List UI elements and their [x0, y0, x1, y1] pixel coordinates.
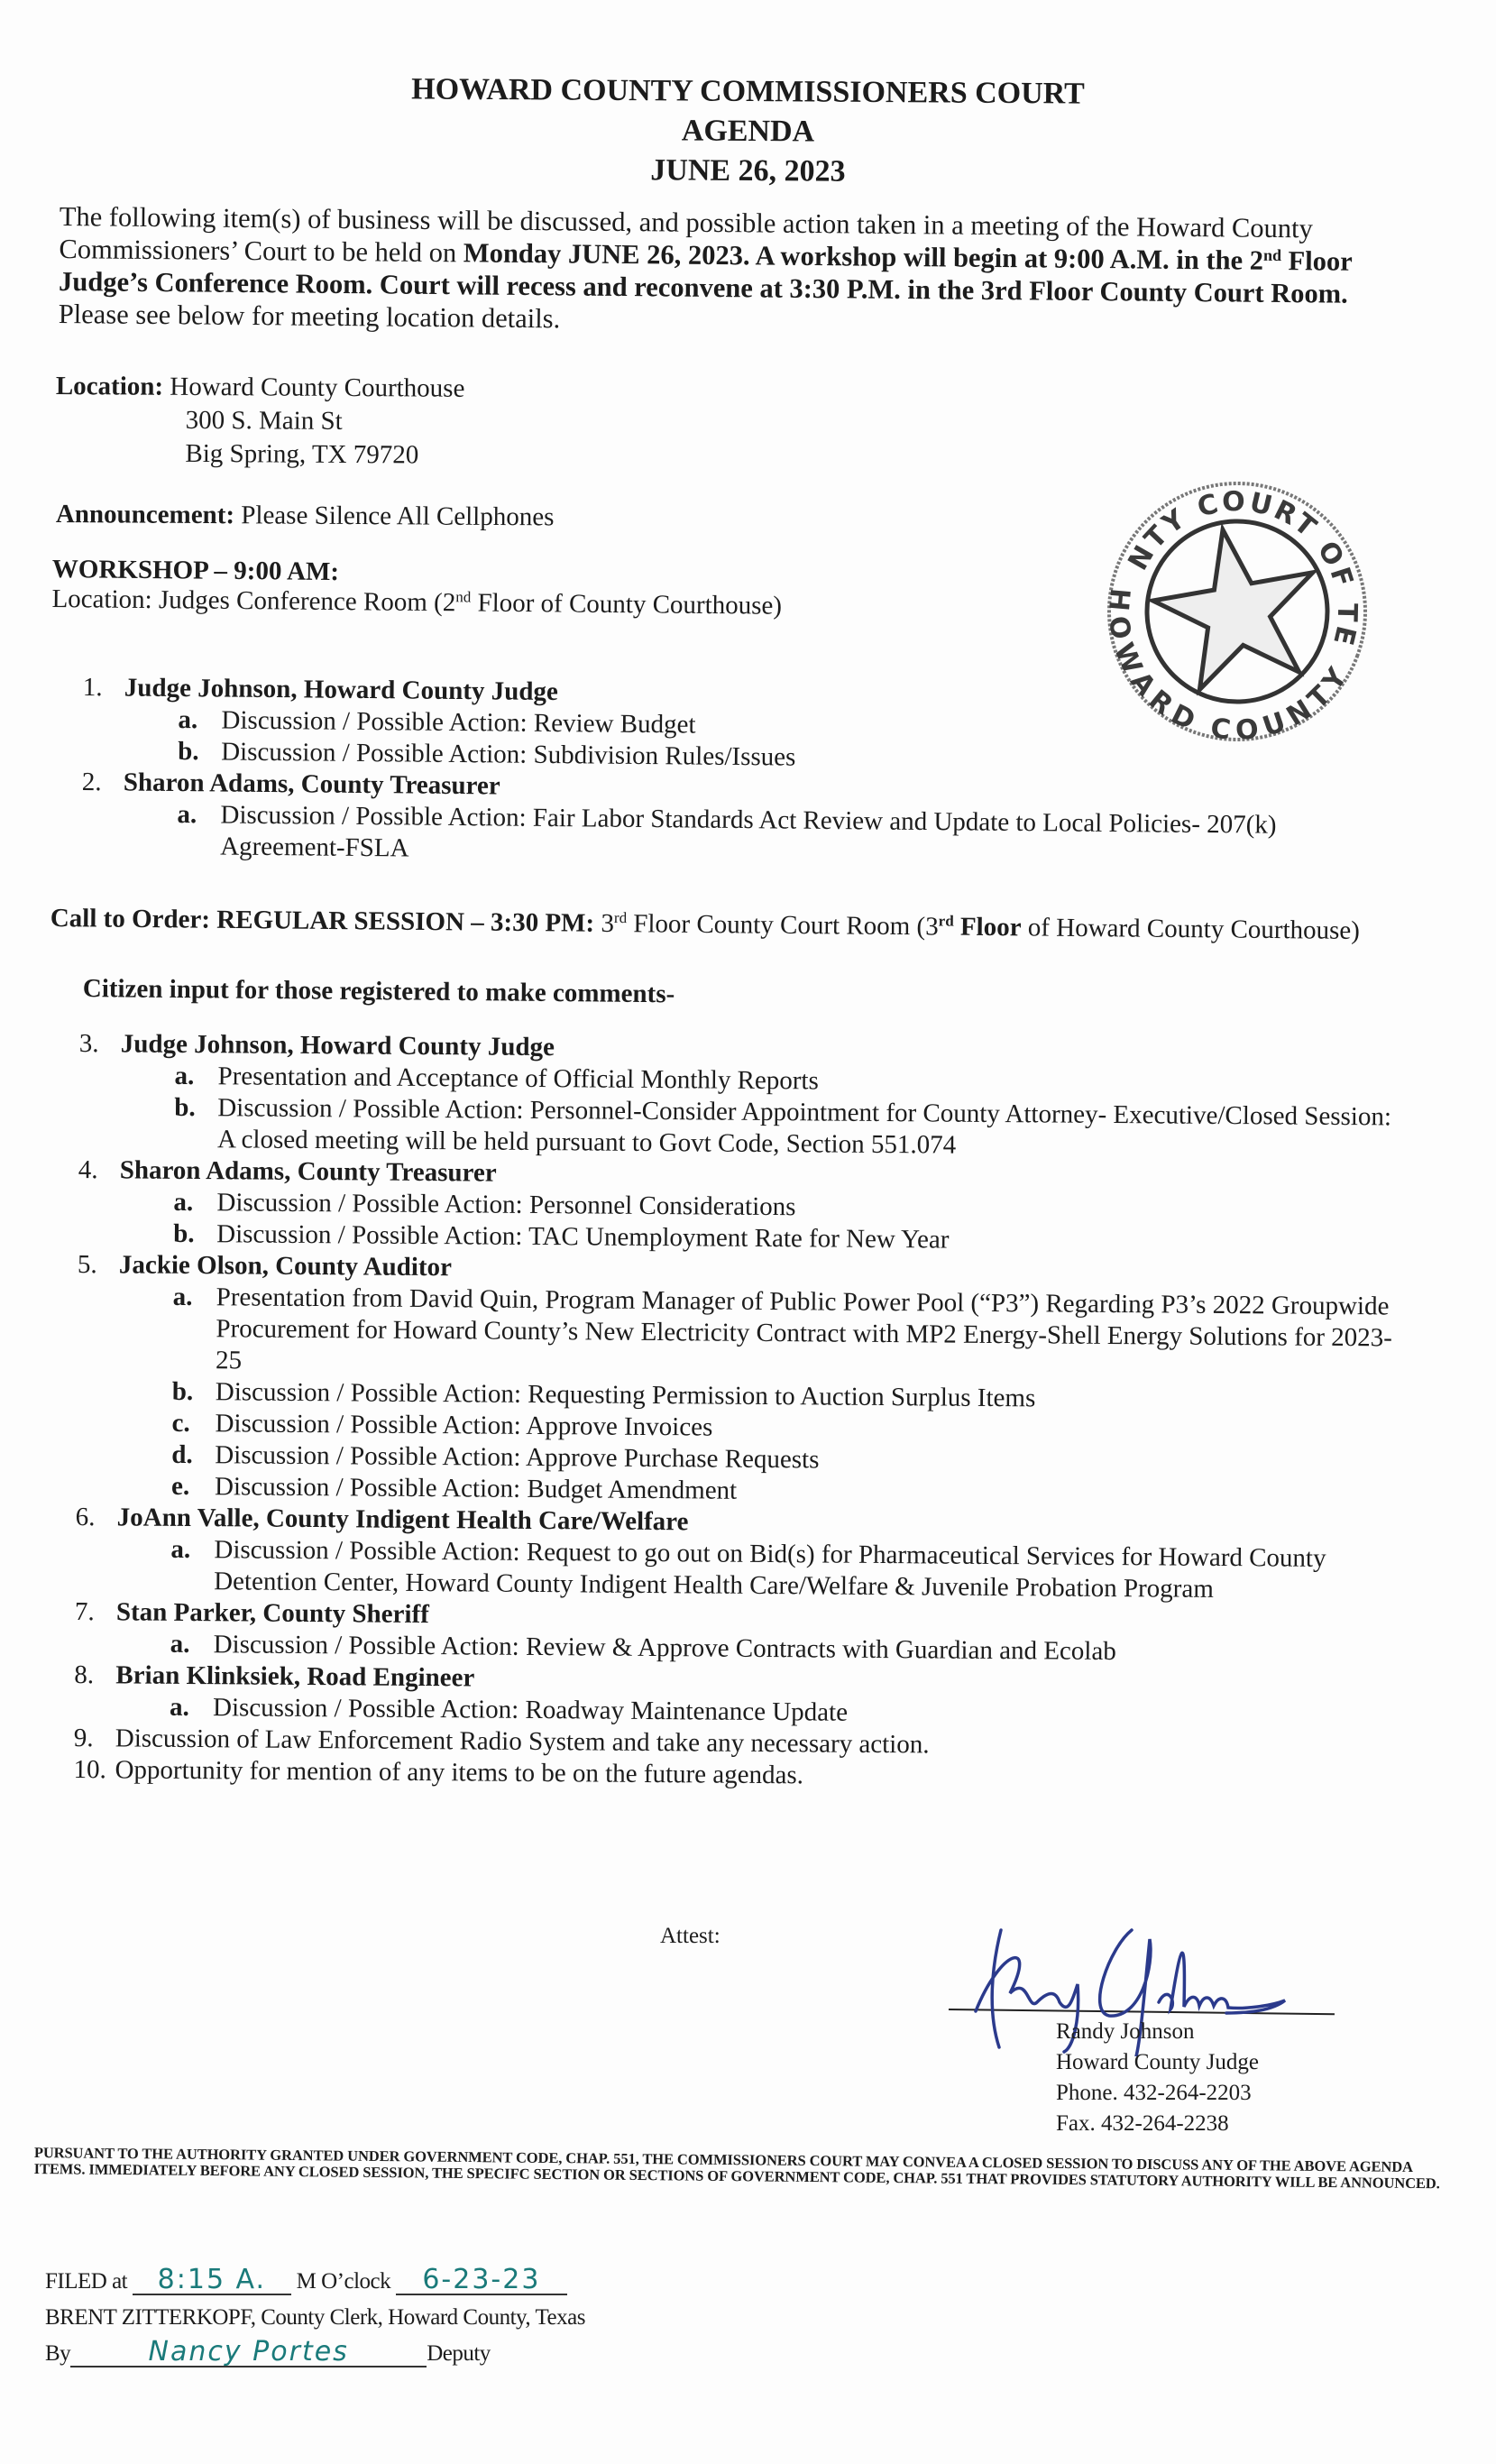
agenda-subitem-letter: b.: [171, 1376, 194, 1407]
agenda-subitem-letter: a.: [177, 800, 197, 830]
agenda-subitem-letter: b.: [174, 1092, 196, 1123]
agenda-subitem-text: Discussion / Possible Action: Requesting Permission to Auction Surplus Items: [215, 1377, 1036, 1413]
seal-bottom-text: HOWARD COUNTY: [1102, 586, 1355, 747]
agenda-subitem: [78, 1091, 1405, 1165]
deputy-line: [45, 2336, 585, 2372]
oclock-label: M O’clock: [296, 2269, 391, 2294]
citizen-input-note: Citizen input for those registered to make comments-: [82, 974, 675, 1009]
agenda-title: HOWARD COUNTY COMMISSIONERS COURT: [411, 72, 1085, 111]
announcement-text: Please Silence All Cellphones: [241, 501, 555, 532]
intro-text: The following item(s) of business will be discussed, and possible action taken in a meeting of the Howard County Commissioners’ Court to be held on: [59, 200, 1313, 269]
signer-phone: Phone. 432-264-2203: [1056, 2081, 1252, 2105]
regular-session-header: [50, 902, 1403, 947]
agenda-item-presenter: Jackie Olson, County Auditor: [118, 1250, 453, 1283]
agenda-subitem-letter: a.: [170, 1534, 191, 1564]
agenda-subitem-letter: a.: [178, 705, 198, 735]
filed-line: [45, 2264, 585, 2300]
agenda-item-presenter: Sharon Adams, County Treasurer: [119, 1155, 497, 1188]
agenda-item-number: 5.: [77, 1249, 97, 1280]
regular-session-heading: Call to Order: REGULAR SESSION – 3:30 PM:: [50, 903, 595, 938]
workshop-location-text: Location: Judges Conference Room (2: [51, 584, 456, 618]
agenda-item-number: 6.: [75, 1502, 96, 1532]
workshop-location: [51, 584, 782, 621]
agenda-subitem-text: Discussion / Possible Action: Review Budget: [221, 705, 696, 740]
filed-at-label: FILED at: [45, 2269, 128, 2294]
agenda-item-number: 2.: [81, 767, 102, 797]
regular-session-location-end: of Howard County Courthouse): [1021, 913, 1361, 945]
agenda-item-number: 7.: [74, 1596, 95, 1627]
regular-session-agenda-list: [73, 1028, 1405, 1797]
filed-date: 6-23-23: [396, 2266, 567, 2295]
location-street: 300 S. Main St: [185, 405, 343, 436]
seal-top-text: COUNTY COURT OF TEXAS: [1122, 485, 1363, 651]
agenda-item-number: 4.: [78, 1154, 98, 1185]
agenda-subitem-text: Discussion / Possible Action: Approve Invoices: [215, 1409, 713, 1442]
by-label: By: [45, 2341, 71, 2366]
agenda-subitem-text: Discussion / Possible Action: Approve Purchase Requests: [215, 1440, 820, 1475]
location-line: Howard County Courthouse: [170, 372, 465, 403]
agenda-subitem-text: Presentation from David Quin, Program Manager of Public Power Pool (“P3”) Regarding P3’s 2022 Groupwide Procurement for Howard County’s New Electricity Contract with MP2 Energy-Shell Energy Solutions for 2023-25: [215, 1283, 1393, 1375]
agenda-subitem: [81, 798, 1345, 873]
agenda-subtitle: AGENDA: [681, 114, 815, 149]
intro-paragraph: [59, 200, 1421, 343]
legal-notice: PURSUANT TO THE AUTHORITY GRANTED UNDER GOVERNMENT CODE, CHAP. 551, THE COMMISSIONERS COURT MAY CONVEA A CLOSED SESSION TO DISCUSS ANY OF THE ABOVE AGENDA ITEMS. IMMEDIATELY BEFORE ANY CLOSED SESSION, THE SPECIFC SECTION OR SECTIONS OF GOVERNMENT CODE, CHAP. 551 THAT PROVIDES STATUTORY AUTHORITY WILL BE ANNOUNCED.: [33, 2144, 1440, 2193]
agenda-subitem-letter: b.: [173, 1218, 195, 1249]
agenda-item-text: Discussion of Law Enforcement Radio System and take any necessary action.: [115, 1724, 930, 1760]
agenda-item-presenter: Sharon Adams, County Treasurer: [123, 768, 500, 801]
deputy-signature: Nancy Portes: [70, 2339, 427, 2367]
announcement: [56, 498, 555, 533]
agenda-subitem: [77, 1281, 1403, 1386]
location-city: Big Spring, TX 79720: [185, 438, 419, 470]
agenda-subitem-text: Discussion / Possible Action: Personnel-Consider Appointment for County Attorney- Executive/Closed Session: A closed meeting will be held pursuant to Govt Code, Section 551.074: [216, 1093, 1392, 1160]
agenda-subitem-text: Discussion / Possible Action: Review & Approve Contracts with Guardian and Ecolab: [213, 1630, 1116, 1667]
county-clerk-line: BRENT ZITTERKOPF, County Clerk, Howard County, Texas: [45, 2305, 585, 2330]
agenda-subitem-text: Discussion / Possible Action: Subdivision Rules/Issues: [221, 737, 796, 772]
agenda-item-presenter: Stan Parker, County Sheriff: [115, 1597, 429, 1630]
regular-session-sup: rd: [613, 909, 628, 927]
filed-time: 8:15 A.: [133, 2266, 291, 2295]
intro-bold-schedule: Floor Judge’s Conference Room. Court will recess and reconvene at 3:30 P.M. in the 3rd Floor County Court Room.: [58, 245, 1353, 309]
agenda-item-presenter: Judge Johnson, Howard County Judge: [120, 1029, 555, 1062]
attest-label: Attest:: [660, 1924, 720, 1948]
agenda-item-number: 9.: [73, 1723, 94, 1753]
agenda-date: JUNE 26, 2023: [650, 153, 846, 188]
workshop-agenda-list: [81, 672, 1345, 873]
signer-name: Randy Johnson: [1056, 2019, 1195, 2044]
agenda-subitem-letter: a.: [169, 1692, 189, 1722]
agenda-subitem-letter: e.: [170, 1471, 190, 1501]
workshop-location-sup: nd: [455, 588, 472, 606]
signer-title: Howard County Judge: [1056, 2050, 1259, 2074]
regular-session-floor: Floor: [953, 912, 1022, 942]
agenda-subitem-text: Discussion / Possible Action: Budget Amendment: [214, 1472, 738, 1505]
agenda-subitem-text: Presentation and Acceptance of Official Monthly Reports: [217, 1062, 819, 1096]
agenda-subitem-letter: d.: [171, 1439, 193, 1470]
location-label: Location:: [55, 371, 164, 401]
regular-session-location: 3: [594, 908, 615, 938]
filing-stamp: [45, 2264, 585, 2372]
agenda-subitem: [75, 1533, 1401, 1607]
workshop-location-text-end: Floor of County Courthouse): [471, 588, 783, 621]
regular-session-sup: rd: [938, 912, 954, 930]
workshop-heading: WORKSHOP – 9:00 AM:: [51, 555, 340, 587]
workshop-header: [51, 555, 782, 621]
signer-block: [1056, 2017, 1259, 2139]
announcement-label: Announcement:: [55, 499, 235, 530]
signer-fax: Fax. 432-264-2238: [1056, 2111, 1229, 2136]
meeting-location: [55, 370, 464, 473]
agenda-subitem-text: Discussion / Possible Action: Personnel Considerations: [216, 1188, 796, 1222]
agenda-item-number: 8.: [74, 1660, 95, 1690]
agenda-subitem-text: Discussion / Possible Action: Request to go out on Bid(s) for Pharmaceutical Services for Howard County Detention Center, Howard County Indigent Health Care/Welfare & Juvenile Probation Program: [214, 1535, 1326, 1604]
agenda-subitem-letter: a.: [173, 1187, 194, 1217]
agenda-item-presenter: JoAnn Valle, County Indigent Health Care/Welfare: [116, 1503, 689, 1537]
regular-session-location: Floor County Court Room (3: [626, 909, 939, 942]
agenda-subitem-text: Discussion / Possible Action: TAC Unemployment Rate for New Year: [216, 1219, 950, 1255]
agenda-item-text: Opportunity for mention of any items to be on the future agendas.: [115, 1755, 804, 1790]
agenda-subitem-letter: a.: [172, 1282, 193, 1311]
agenda-item-presenter: Judge Johnson, Howard County Judge: [124, 673, 559, 707]
agenda-subitem-letter: c.: [171, 1408, 190, 1438]
agenda-item-number: 1.: [82, 672, 103, 703]
intro-superscript: nd: [1262, 245, 1282, 265]
agenda-item-number: 10.: [73, 1754, 106, 1785]
intro-text-end: Please see below for meeting location details.: [58, 298, 561, 335]
intro-bold-date: Monday JUNE 26, 2023. A workshop will begin at 9:00 A.M. in the 2: [463, 237, 1264, 276]
agenda-header: [0, 72, 1496, 191]
agenda-subitem-letter: b.: [178, 737, 199, 767]
agenda-subitem-text: Discussion / Possible Action: Roadway Maintenance Update: [212, 1693, 849, 1727]
agenda-subitem-text: Discussion / Possible Action: Fair Labor Standards Act Review and Update to Local Policies- 207(k) Agreement-FSLA: [219, 800, 1277, 863]
agenda-item-presenter: Brian Klinksiek, Road Engineer: [115, 1660, 475, 1693]
agenda-subitem-letter: a.: [174, 1061, 195, 1091]
agenda-item-number: 3.: [78, 1029, 99, 1059]
agenda-subitem-letter: a.: [170, 1629, 190, 1659]
deputy-label: Deputy: [427, 2341, 491, 2366]
